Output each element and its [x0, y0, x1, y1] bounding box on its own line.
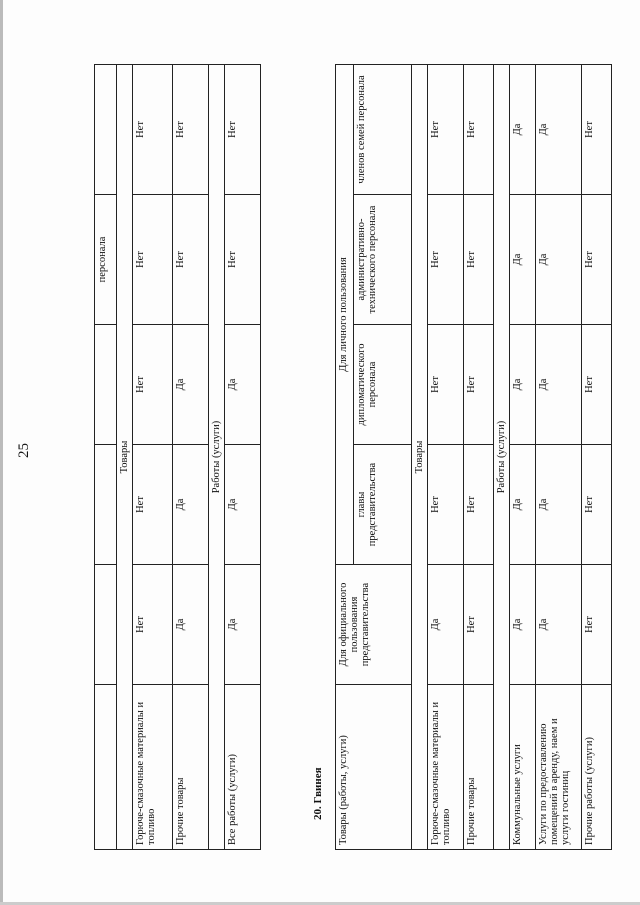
header-diplomatic: дипломатического персонала	[354, 325, 412, 445]
table-row: Горюче-смазочные материалы и топливо Нет Нет Нет Нет Нет	[133, 65, 173, 850]
header-admin: административно-технического персонала	[354, 195, 412, 325]
table-row: Все работы (услуги) Да Да Да Нет Нет	[225, 65, 261, 850]
header-family: членов семей персонала	[354, 65, 412, 195]
table-row: Прочие товары Нет Нет Нет Нет Нет	[464, 65, 494, 850]
header-goods: Товары (работы, услуги)	[336, 685, 412, 850]
section-goods: Товары	[117, 65, 133, 850]
header-head: главы представительства	[354, 445, 412, 565]
page-number: 25	[16, 443, 32, 458]
header-tail: персонала	[95, 195, 117, 325]
section-works: Работы (услуги)	[209, 65, 225, 850]
table-continuation	[94, 64, 261, 850]
header-official: Для официального пользования представительства	[336, 565, 412, 685]
table-row: Прочие работы (услуги) Нет Нет Нет Нет Нет	[582, 65, 612, 850]
table-row: Горюче-смазочные материалы и топливо Да Нет Нет Нет Нет	[428, 65, 464, 850]
section-goods: Товары	[412, 65, 428, 850]
table-guinea	[335, 64, 612, 850]
header-personal: Для личного пользования	[336, 65, 354, 565]
section-title: 20. Гвинея	[312, 767, 324, 820]
table-row: Коммунальные услуги Да Да Да Да Да	[510, 65, 536, 850]
section-works: Работы (услуги)	[494, 65, 510, 850]
table-row: Услуги по предоставлению помещений в аренду, наем и услуги гостиниц Да Да Да Да Да	[536, 65, 582, 850]
table-row: Прочие товары Да Да Да Нет Нет	[173, 65, 209, 850]
